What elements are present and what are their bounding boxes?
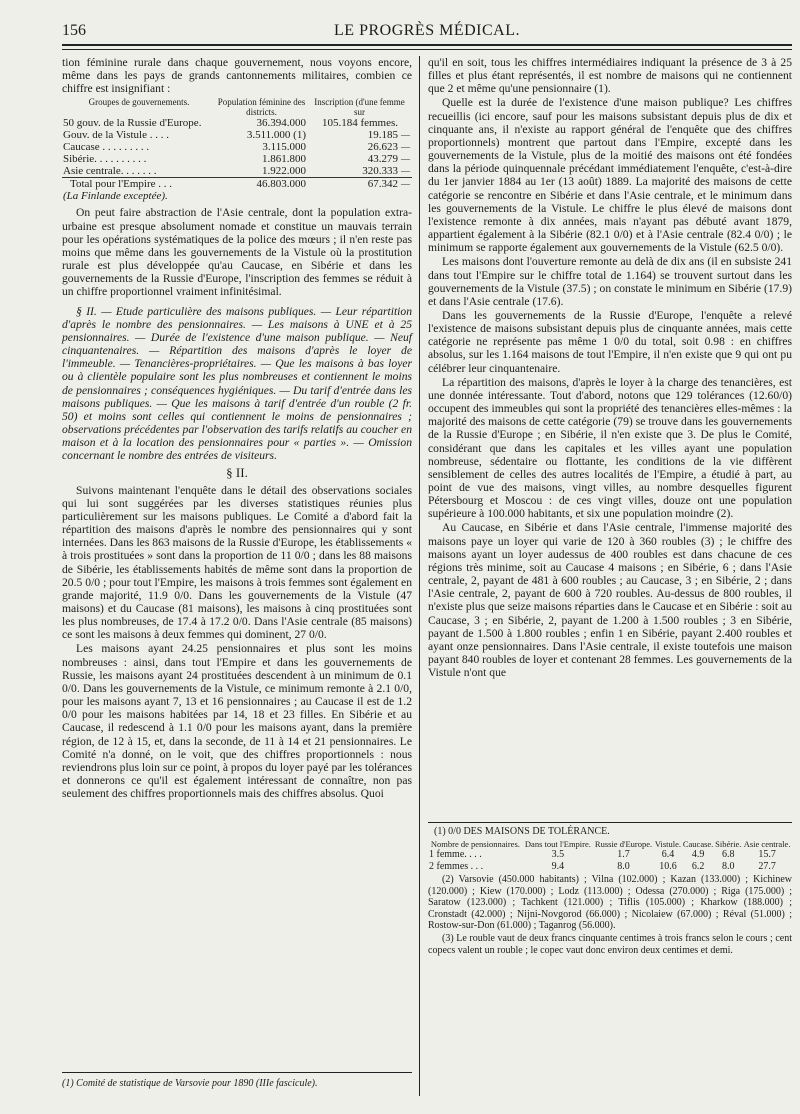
- table-header-inscription: Inscription (d'une femme sur: [314, 97, 405, 118]
- footnote: (2) Varsovie (450.000 habitants) ; Vilna (102.000) ; Kazan (133.000) ; Kichinew (120.000) ; Kiew (170.000) ; Lodz (113.000) ; Odessa (270.000) ; Riga (175.000) ; Saratow (123.000) ; Tachkent (121.000) ; Tiflis (105.000) ; Kharkow (188.000) ; Cronstadt (42.000) ; Nijni-Novgorod (66.000) ; Nicolaiew (67.000) ; Réval (51.000) ; Rostow-sur-Don (61.000) ; Taganrog (56.000).: [428, 874, 792, 932]
- right-column: [428, 56, 792, 680]
- footnote-table-row: 2 femmes . . . 9.4 8.0 10.6 6.2 8.0 27.7: [429, 860, 776, 872]
- header-rule: [62, 44, 792, 46]
- paragraph: Les maisons dont l'ouverture remonte au delà de dix ans (il en subsiste 241 dans tout l'Empire sur le chiffre total de 1.164) se trouvent surtout dans les gouvernements de la Vistule (37.5) ; on constate le minimum en Sibérie (17.9) et dans l'Asie centrale (17.6).: [428, 255, 792, 308]
- footnote-table-row: 1 femme. . . . 3.5 1.7 6.4 4.9 6.8 15.7: [429, 849, 776, 861]
- section-summary: § II. — Etude particulière des maisons publiques. — Leur répartition d'après le nombre des pensionnaires. — Les maisons à UNE et à 25 pensionnaires. — Durée de l'existence d'une maison publique. — Neuf cinquantenaires. — Répartition des maisons d'après le loyer de l'immeuble. — Tenancières-propriétaires. — Que les maisons à bas loyer ou à clientèle populaire sont les plus nombreuses et contiennent le moins de pensionnaires ; conséquences hygiéniques. — Du tarif d'entrée dans les maisons publiques. — Que les maisons à tarif d'entrée d'un rouble (2 fr. 50) et moins sont celles qui contiennent le moins de pensionnaires ; observations précédentes par l'observation des tarifs relatifs au coucher en maison et à la location des pensionnaires pour « parties ». — Omission concernant le nombre des entrées de visiteurs.: [62, 304, 412, 463]
- paragraph: Quelle est la durée de l'existence d'une maison publique? Les chiffres recueillis (ici encore, sauf pour les maisons subsistant depuis plus de dix et cinquante ans, il n'existe au rapport général de l'enquête que des chiffres proportionnels) montrent que partout dans l'Empire, excepté dans les gouvernements de la Vistule, plus de la moitié des maisons ont été fondées dans la période quinquennale précédant immédiatement l'enquête, c'est-à-dire du 1er janvier 1884 au 1er (13 août) 1889. La majorité des maisons de cette catégorie se rencontre en Sibérie et dans l'Asie centrale, et le minimum dans les gouvernements de la Vistule. Le chiffre le plus élevé de maisons dont l'existence remonte à dix années, mais n'ayant pas débuté avant 1879, appartient également à la Sibérie (82.1 0/0) et à l'Asie centrale (82.4 0/0) ; le minimum se rapporte également aux gouvernements de la Vistule (62.5 0/0).: [428, 96, 792, 255]
- footnote-rule: [428, 822, 792, 823]
- footnote-table-title: (1) 0/0 DES MAISONS DE TOLÉRANCE.: [434, 826, 610, 837]
- table-row: Gouv. de la Vistule . . . . 3.511.000 (1) 19.185 —: [63, 129, 411, 142]
- table-header-groups: Groupes de gouvernements.: [88, 97, 190, 108]
- paragraph: qu'il en soit, tous les chiffres intermédiaires indiquant la présence de 3 à 25 filles et plus étant représentés, il est nombre de maisons qui ne contiennent que 2 et même qu'une pensionnaire (1).: [428, 56, 792, 96]
- left-column: [62, 56, 412, 801]
- table-header-population: Population féminine des districts.: [217, 97, 306, 118]
- table-row: Caucase . . . . . . . . . 3.115.000 26.623 —: [63, 141, 411, 154]
- paragraph: On peut faire abstraction de l'Asie centrale, dont la population extra-urbaine est presque absolument nomade et constitue un mauvais terrain pour les opérations systématiques de la police des mœurs ; il n'en reste pas moins que même dans les gouvernements de la Vistule où la prostitution rurale est plus développée qu'au Caucase, en Sibérie et dans les gouvernements de la Russie d'Europe, l'inscription des femmes se réduit à un chiffre proportionnel vraiment infinitésimal.: [62, 206, 412, 299]
- paragraph: Dans les gouvernements de la Russie d'Europe, l'enquête a relevé l'existence de maisons subsistant depuis plus de cinquante années, mais cette catégorie ne représente pas même 1 0/0 du total, soit 0.98 : en chiffres absolus, sur les 1.164 maisons de tout l'Empire, il n'en existe que 9 qui ont pu célébrer leur cinquantenaire.: [428, 308, 792, 375]
- paragraph: Au Caucase, en Sibérie et dans l'Asie centrale, l'immense majorité des maisons paye un loyer qui varie de 120 à 360 roubles (3) ; le chiffre des maisons ayant un loyer audessus de 400 roubles est dans chacune de ces régions très minime, soit au Caucase 4 maisons ; en Sibérie, 6 ; dans l'Asie centrale, 2, payant de 481 à 600 roubles ; au Caucase, 3 ; en Sibérie, 2 ; dans l'Asie centrale, 2, payant de 600 à 720 roubles. Au-dessus de 800 roubles, il n'existe plus que seize maisons réparties dans le Caucase et en Sibérie : soit au Caucase, 3 ; en Sibérie, 2, payant de 1.200 à 1.500 roubles ; 3 en Sibérie, payant de 1.500 à 1.800 roubles ; enfin 1 en Sibérie, payant 2.400 roubles et ayant onze pensionnaires. Dans l'Asie centrale, il existe toutefois une maison payant 840 roubles de loyer et contenant 28 femmes. Les gouvernements de la Vistule n'ont que: [428, 521, 792, 680]
- intro-paragraph: tion féminine rurale dans chaque gouvernement, nous voyons encore, même dans les pays de grands cantonnements militaires, combien ce chiffre est insignifiant :: [62, 56, 412, 96]
- table-row: 50 gouv. de la Russie d'Europe. 36.394.000 105.184 femmes.: [63, 117, 399, 130]
- footnote-table: Nombre de pensionnaires. Dans tout l'Empire. Russie d'Europe. Vistule. Caucase. Sibérie. Asie centrale. 1 femme. . . . 3.5 1.7 6.4 4.9 6.8 15.7 2 femmes . . . 9.4 8.0 10.6 6.2 8.0 27.7: [429, 838, 791, 872]
- footnote: (3) Le rouble vaut de deux francs cinquante centimes à trois francs selon le cours ; cent copecs valent un rouble ; le copec vaut donc environ deux centimes et demi.: [428, 933, 792, 956]
- table-note: (La Finlande exceptée).: [63, 190, 168, 203]
- table-row: Asie centrale. . . . . . . 1.922.000 320.333 —: [63, 165, 411, 178]
- header-rule-thin: [62, 49, 792, 50]
- footnotes-right: [428, 826, 792, 957]
- section-heading: § II.: [226, 465, 248, 481]
- journal-title: LE PROGRÈS MÉDICAL.: [334, 22, 520, 39]
- paragraph: Suivons maintenant l'enquête dans le détail des observations sociales qui lui sont suggérées par les diverses statistiques réunies plus particulièrement sur les maisons publiques. Le Comité a d'abord fait la répartition des maisons d'après le nombre des pensionnaires qui y sont internées. Dans les 863 maisons de la Russie d'Europe, les établissements « à trois prostituées » sont dans la proportion de 11 0/0 ; dans les 88 maisons de Sibérie, les établissements habités de même sont dans la proportion de 20.5 0/0 ; pour tout l'Empire, les maisons à trois femmes sont également en grande majorité, 11.9 0/0. Dans les gouvernements de la Vistule (47 maisons) et du Caucase (81 maisons), les maisons à cinq prostituées sont les plus nombreuses, de 17.4 à 17.2 0/0. Dans l'Asie centrale (85 maisons) ce sont les maisons à deux femmes qui dominent, 27 0/0.: [62, 483, 412, 642]
- footnote-rule: [62, 1072, 412, 1073]
- paragraph: La répartition des maisons, d'après le loyer à la charge des tenancières, est une donnée intéressante. Tout d'abord, notons que 129 tolérances (12.60/0) occupent des immeubles qui sont la propriété des tenancières elles-mêmes : la majorité des maisons de cette catégorie (79) se trouve dans les gouvernements de la Russie d'Europe ; en Sibérie, il n'en existe que 3. De plus le Comité, considérant que dans les capitales et les villes ayant une population nombreuse, sédentaire ou flottante, les conditions de la vie diffèrent sensiblement de celles des autres localités de l'Empire, a étudié à part, au point de vue des maisons, vingt villes, au nombre desquelles figurent Pétersbourg et Moscou : de ces vingt villes, douze ont une population supérieure à 100.000 habitants, et six une population moindre (2).: [428, 375, 792, 521]
- paragraph: Les maisons ayant 24.25 pensionnaires et plus sont les moins nombreuses : ainsi, dans tout l'Empire et dans les gouvernements de Russie, les maisons ayant 24 prostituées descendent à un minimum de 0.1 0/0. Dans les gouvernements de la Vistule, ce minimum remonte à 2.1 0/0, pour les maisons ayant 7, 13 et 16 pensionnaires ; au Caucase il est de 1.2 0/0 pour les maisons habitées par 14, 18 et 23 filles. En Sibérie et au Caucase, il redescend à 1.1 0/0 pour les maisons ayant, dans la première région, de 12 à 15, et, dans la seconde, de 11 à 14 et 21 pensionnaires. Le Comité n'a donné, on le voit, que des chiffres proportionnels : nous reviendrons plus loin sur ce point, à propos du loyer payé par les tolérances et donnerons ce qu'il est également intéressant de connaître, non pas seulement des chiffres proportionnels mais des chiffres absolus. Quoi: [62, 642, 412, 801]
- page-number: 156: [62, 22, 86, 39]
- column-divider: [419, 56, 420, 1096]
- footnote: (1) Comité de statistique de Varsovie pour 1890 (IIIe fascicule).: [62, 1078, 318, 1089]
- table-row: Sibérie. . . . . . . . . . 1.861.800 43.279 —: [63, 153, 411, 166]
- page-header: [62, 22, 792, 44]
- table-total-row: Total pour l'Empire . . . 46.803.000 67.342 —: [62, 178, 412, 191]
- inscription-table: [62, 97, 412, 202]
